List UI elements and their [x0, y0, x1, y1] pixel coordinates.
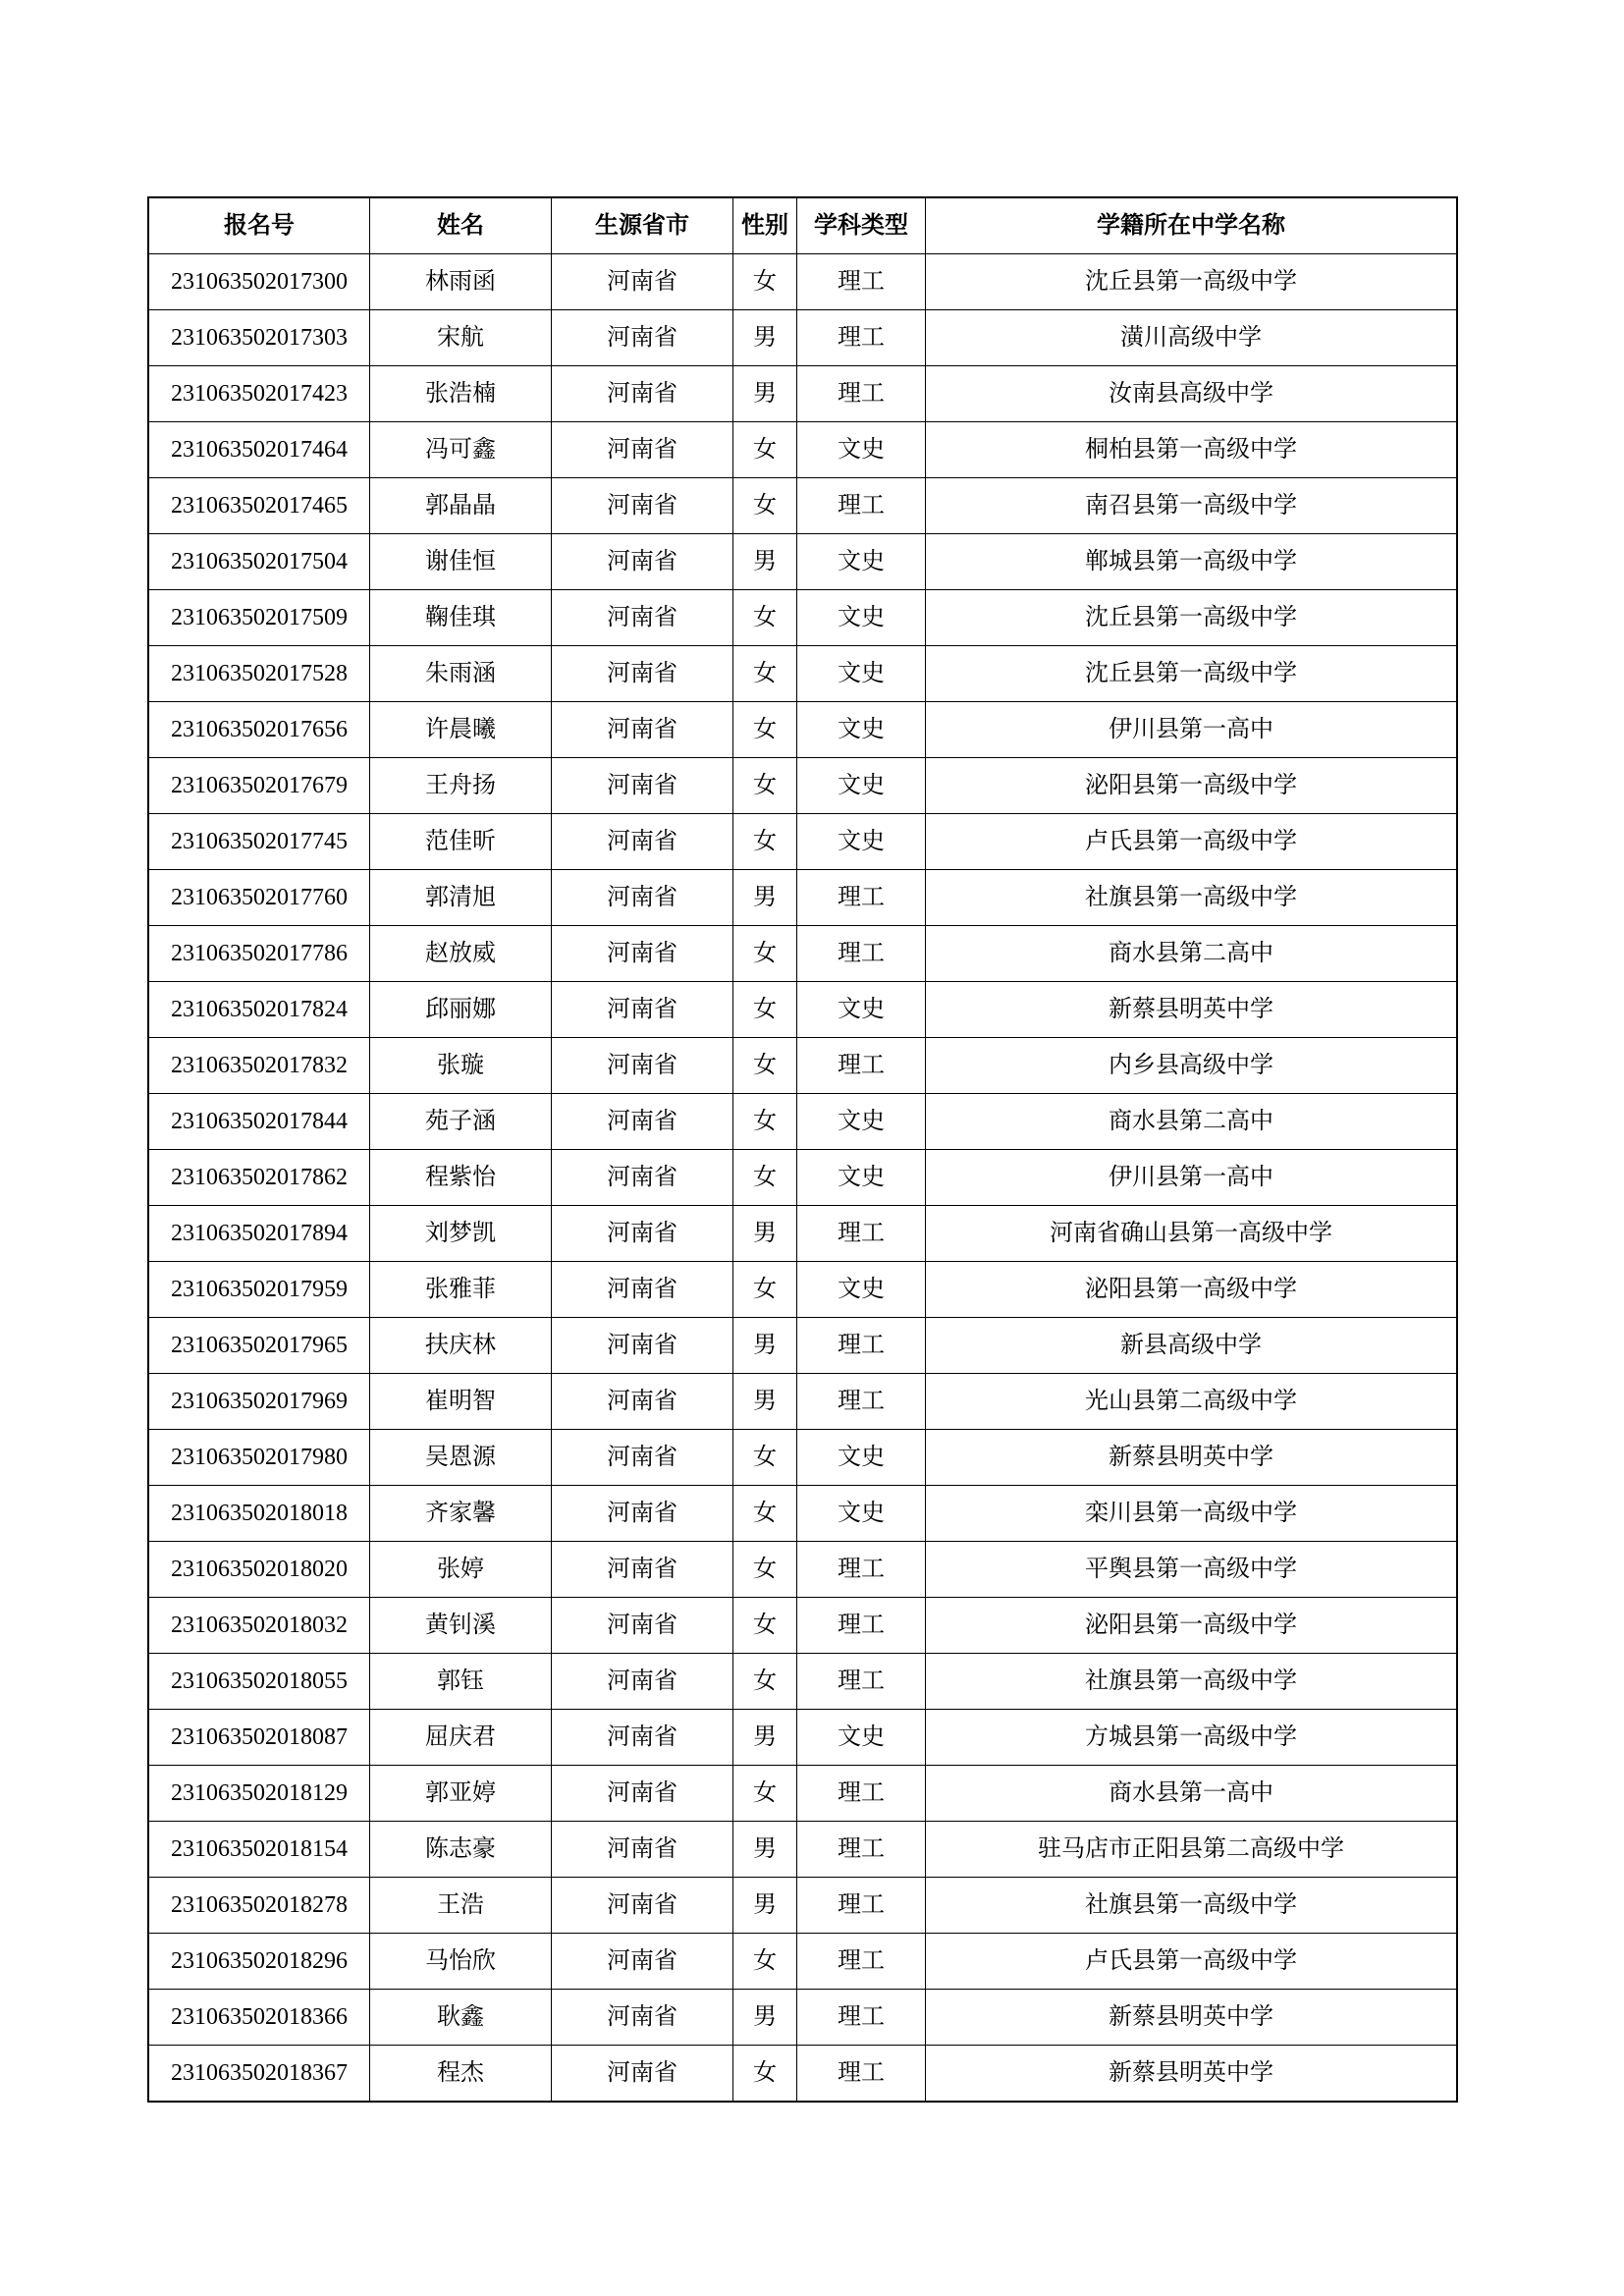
table-row — [148, 758, 1457, 814]
cell-registration-number: 231063502017303 — [148, 310, 370, 366]
cell-province: 河南省 — [552, 1654, 733, 1710]
cell-registration-number: 231063502018366 — [148, 1990, 370, 2046]
cell-province: 河南省 — [552, 534, 733, 590]
cell-school-name: 泌阳县第一高级中学 — [926, 1598, 1458, 1654]
cell-gender: 女 — [733, 1934, 797, 1990]
cell-gender: 男 — [733, 1374, 797, 1430]
cell-subject-type: 文史 — [797, 590, 926, 646]
cell-school-name: 伊川县第一高中 — [926, 702, 1458, 758]
cell-name: 王舟扬 — [370, 758, 552, 814]
cell-school-name: 社旗县第一高级中学 — [926, 1878, 1458, 1934]
cell-school-name: 新县高级中学 — [926, 1318, 1458, 1374]
col-header-name: 姓名 — [370, 197, 552, 254]
cell-school-name: 郸城县第一高级中学 — [926, 534, 1458, 590]
cell-gender: 女 — [733, 982, 797, 1038]
cell-registration-number: 231063502017969 — [148, 1374, 370, 1430]
cell-school-name: 卢氏县第一高级中学 — [926, 1934, 1458, 1990]
cell-gender: 女 — [733, 254, 797, 310]
cell-school-name: 社旗县第一高级中学 — [926, 1654, 1458, 1710]
cell-school-name: 沈丘县第一高级中学 — [926, 646, 1458, 702]
cell-subject-type: 理工 — [797, 870, 926, 926]
cell-province: 河南省 — [552, 758, 733, 814]
cell-name: 苑子涵 — [370, 1094, 552, 1150]
cell-province: 河南省 — [552, 478, 733, 534]
cell-province: 河南省 — [552, 702, 733, 758]
cell-subject-type: 理工 — [797, 1822, 926, 1878]
cell-province: 河南省 — [552, 1262, 733, 1318]
table-row — [148, 702, 1457, 758]
col-header-subject-type: 学科类型 — [797, 197, 926, 254]
cell-gender: 女 — [733, 646, 797, 702]
cell-subject-type: 文史 — [797, 1262, 926, 1318]
cell-school-name: 沈丘县第一高级中学 — [926, 590, 1458, 646]
cell-gender: 女 — [733, 1262, 797, 1318]
cell-name: 鞠佳琪 — [370, 590, 552, 646]
cell-province: 河南省 — [552, 1430, 733, 1486]
cell-gender: 男 — [733, 1710, 797, 1766]
table-row — [148, 366, 1457, 422]
cell-school-name: 商水县第二高中 — [926, 926, 1458, 982]
cell-subject-type: 理工 — [797, 1038, 926, 1094]
cell-subject-type: 文史 — [797, 1430, 926, 1486]
table-row — [148, 1822, 1457, 1878]
cell-province: 河南省 — [552, 254, 733, 310]
table-row — [148, 1542, 1457, 1598]
cell-registration-number: 231063502017786 — [148, 926, 370, 982]
cell-gender: 女 — [733, 1766, 797, 1822]
cell-name: 张浩楠 — [370, 366, 552, 422]
cell-subject-type: 理工 — [797, 1990, 926, 2046]
table-row — [148, 1430, 1457, 1486]
cell-name: 屈庆君 — [370, 1710, 552, 1766]
cell-gender: 女 — [733, 478, 797, 534]
cell-gender: 男 — [733, 870, 797, 926]
cell-province: 河南省 — [552, 1094, 733, 1150]
cell-province: 河南省 — [552, 1542, 733, 1598]
cell-registration-number: 231063502017832 — [148, 1038, 370, 1094]
cell-registration-number: 231063502018018 — [148, 1486, 370, 1542]
cell-school-name: 桐柏县第一高级中学 — [926, 422, 1458, 478]
cell-province: 河南省 — [552, 590, 733, 646]
cell-province: 河南省 — [552, 1486, 733, 1542]
cell-subject-type: 文史 — [797, 1486, 926, 1542]
cell-gender: 女 — [733, 758, 797, 814]
cell-registration-number: 231063502017862 — [148, 1150, 370, 1206]
cell-school-name: 栾川县第一高级中学 — [926, 1486, 1458, 1542]
cell-registration-number: 231063502017824 — [148, 982, 370, 1038]
table-row — [148, 310, 1457, 366]
cell-school-name: 商水县第二高中 — [926, 1094, 1458, 1150]
cell-province: 河南省 — [552, 310, 733, 366]
cell-name: 张雅菲 — [370, 1262, 552, 1318]
cell-subject-type: 文史 — [797, 758, 926, 814]
cell-name: 耿鑫 — [370, 1990, 552, 2046]
cell-school-name: 泌阳县第一高级中学 — [926, 1262, 1458, 1318]
cell-name: 郭清旭 — [370, 870, 552, 926]
table-row — [148, 982, 1457, 1038]
cell-school-name: 商水县第一高中 — [926, 1766, 1458, 1822]
cell-province: 河南省 — [552, 814, 733, 870]
table-row — [148, 422, 1457, 478]
cell-province: 河南省 — [552, 1374, 733, 1430]
cell-province: 河南省 — [552, 1878, 733, 1934]
cell-gender: 女 — [733, 1038, 797, 1094]
cell-registration-number: 231063502017423 — [148, 366, 370, 422]
cell-subject-type: 理工 — [797, 1934, 926, 1990]
cell-province: 河南省 — [552, 1318, 733, 1374]
cell-province: 河南省 — [552, 1822, 733, 1878]
cell-province: 河南省 — [552, 1934, 733, 1990]
cell-name: 郭晶晶 — [370, 478, 552, 534]
cell-registration-number: 231063502017959 — [148, 1262, 370, 1318]
cell-gender: 男 — [733, 366, 797, 422]
table-row — [148, 1374, 1457, 1430]
cell-registration-number: 231063502017504 — [148, 534, 370, 590]
cell-subject-type: 理工 — [797, 478, 926, 534]
cell-name: 冯可鑫 — [370, 422, 552, 478]
cell-subject-type: 理工 — [797, 1318, 926, 1374]
cell-gender: 女 — [733, 590, 797, 646]
table-row — [148, 814, 1457, 870]
cell-name: 程紫怡 — [370, 1150, 552, 1206]
header-row — [148, 197, 1457, 254]
table-row — [148, 1598, 1457, 1654]
cell-province: 河南省 — [552, 1206, 733, 1262]
cell-gender: 男 — [733, 1878, 797, 1934]
table-row — [148, 1486, 1457, 1542]
cell-school-name: 沈丘县第一高级中学 — [926, 254, 1458, 310]
cell-registration-number: 231063502018055 — [148, 1654, 370, 1710]
cell-school-name: 潢川高级中学 — [926, 310, 1458, 366]
cell-subject-type: 理工 — [797, 1654, 926, 1710]
cell-registration-number: 231063502018020 — [148, 1542, 370, 1598]
cell-school-name: 伊川县第一高中 — [926, 1150, 1458, 1206]
cell-name: 张璇 — [370, 1038, 552, 1094]
cell-school-name: 新蔡县明英中学 — [926, 1990, 1458, 2046]
table-row — [148, 1038, 1457, 1094]
cell-name: 张婷 — [370, 1542, 552, 1598]
cell-gender: 男 — [733, 1318, 797, 1374]
cell-registration-number: 231063502017980 — [148, 1430, 370, 1486]
cell-province: 河南省 — [552, 1150, 733, 1206]
table-row — [148, 926, 1457, 982]
cell-province: 河南省 — [552, 1766, 733, 1822]
cell-name: 赵放威 — [370, 926, 552, 982]
cell-gender: 男 — [733, 534, 797, 590]
cell-name: 黄钊溪 — [370, 1598, 552, 1654]
cell-name: 陈志豪 — [370, 1822, 552, 1878]
cell-name: 范佳昕 — [370, 814, 552, 870]
cell-gender: 女 — [733, 1598, 797, 1654]
cell-province: 河南省 — [552, 926, 733, 982]
cell-province: 河南省 — [552, 982, 733, 1038]
cell-subject-type: 理工 — [797, 254, 926, 310]
cell-school-name: 驻马店市正阳县第二高级中学 — [926, 1822, 1458, 1878]
student-roster-table — [147, 196, 1458, 2103]
cell-registration-number: 231063502017760 — [148, 870, 370, 926]
cell-subject-type: 理工 — [797, 1542, 926, 1598]
cell-gender: 女 — [733, 926, 797, 982]
cell-gender: 女 — [733, 814, 797, 870]
cell-school-name: 新蔡县明英中学 — [926, 982, 1458, 1038]
table-row — [148, 1262, 1457, 1318]
cell-name: 林雨函 — [370, 254, 552, 310]
cell-subject-type: 文史 — [797, 646, 926, 702]
cell-school-name: 光山县第二高级中学 — [926, 1374, 1458, 1430]
cell-registration-number: 231063502017528 — [148, 646, 370, 702]
cell-gender: 女 — [733, 1094, 797, 1150]
table-row — [148, 534, 1457, 590]
cell-school-name: 内乡县高级中学 — [926, 1038, 1458, 1094]
cell-registration-number: 231063502017894 — [148, 1206, 370, 1262]
cell-school-name: 社旗县第一高级中学 — [926, 870, 1458, 926]
cell-subject-type: 理工 — [797, 1766, 926, 1822]
cell-province: 河南省 — [552, 366, 733, 422]
cell-subject-type: 文史 — [797, 1094, 926, 1150]
col-header-gender: 性别 — [733, 197, 797, 254]
cell-school-name: 新蔡县明英中学 — [926, 1430, 1458, 1486]
cell-subject-type: 理工 — [797, 926, 926, 982]
cell-school-name: 卢氏县第一高级中学 — [926, 814, 1458, 870]
cell-registration-number: 231063502017679 — [148, 758, 370, 814]
table-row — [148, 870, 1457, 926]
table-row — [148, 1654, 1457, 1710]
cell-province: 河南省 — [552, 870, 733, 926]
cell-registration-number: 231063502018032 — [148, 1598, 370, 1654]
cell-name: 王浩 — [370, 1878, 552, 1934]
table-row — [148, 590, 1457, 646]
cell-name: 朱雨涵 — [370, 646, 552, 702]
cell-province: 河南省 — [552, 646, 733, 702]
cell-gender: 男 — [733, 1822, 797, 1878]
cell-registration-number: 231063502018129 — [148, 1766, 370, 1822]
cell-subject-type: 理工 — [797, 2046, 926, 2103]
cell-subject-type: 文史 — [797, 1710, 926, 1766]
table-row — [148, 1934, 1457, 1990]
cell-subject-type: 文史 — [797, 982, 926, 1038]
cell-name: 郭亚婷 — [370, 1766, 552, 1822]
cell-name: 吴恩源 — [370, 1430, 552, 1486]
table-row — [148, 1150, 1457, 1206]
table-row — [148, 1878, 1457, 1934]
cell-name: 邱丽娜 — [370, 982, 552, 1038]
cell-gender: 女 — [733, 1150, 797, 1206]
cell-name: 许晨曦 — [370, 702, 552, 758]
col-header-registration-number: 报名号 — [148, 197, 370, 254]
document-page — [147, 196, 1458, 2103]
cell-gender: 女 — [733, 1654, 797, 1710]
cell-gender: 女 — [733, 1542, 797, 1598]
table-row — [148, 1766, 1457, 1822]
table-row — [148, 1710, 1457, 1766]
cell-school-name: 河南省确山县第一高级中学 — [926, 1206, 1458, 1262]
cell-name: 扶庆林 — [370, 1318, 552, 1374]
table-row — [148, 254, 1457, 310]
cell-subject-type: 理工 — [797, 1374, 926, 1430]
cell-registration-number: 231063502017844 — [148, 1094, 370, 1150]
table-body — [148, 254, 1457, 2103]
cell-gender: 女 — [733, 702, 797, 758]
cell-subject-type: 理工 — [797, 310, 926, 366]
table-row — [148, 646, 1457, 702]
cell-subject-type: 理工 — [797, 1206, 926, 1262]
table-row — [148, 1094, 1457, 1150]
cell-gender: 男 — [733, 1206, 797, 1262]
cell-registration-number: 231063502017745 — [148, 814, 370, 870]
cell-school-name: 方城县第一高级中学 — [926, 1710, 1458, 1766]
cell-gender: 男 — [733, 1990, 797, 2046]
cell-subject-type: 文史 — [797, 422, 926, 478]
cell-subject-type: 理工 — [797, 1598, 926, 1654]
cell-province: 河南省 — [552, 1710, 733, 1766]
cell-name: 谢佳恒 — [370, 534, 552, 590]
cell-registration-number: 231063502017300 — [148, 254, 370, 310]
cell-gender: 女 — [733, 422, 797, 478]
cell-registration-number: 231063502017965 — [148, 1318, 370, 1374]
cell-name: 齐家馨 — [370, 1486, 552, 1542]
cell-name: 崔明智 — [370, 1374, 552, 1430]
col-header-school-name: 学籍所在中学名称 — [926, 197, 1458, 254]
cell-subject-type: 文史 — [797, 1150, 926, 1206]
table-row — [148, 1206, 1457, 1262]
cell-name: 宋航 — [370, 310, 552, 366]
cell-registration-number: 231063502017464 — [148, 422, 370, 478]
cell-gender: 女 — [733, 1486, 797, 1542]
cell-subject-type: 理工 — [797, 366, 926, 422]
cell-gender: 男 — [733, 310, 797, 366]
cell-province: 河南省 — [552, 1990, 733, 2046]
cell-registration-number: 231063502018087 — [148, 1710, 370, 1766]
table-row — [148, 478, 1457, 534]
cell-registration-number: 231063502018154 — [148, 1822, 370, 1878]
cell-province: 河南省 — [552, 1038, 733, 1094]
cell-subject-type: 文史 — [797, 702, 926, 758]
cell-school-name: 南召县第一高级中学 — [926, 478, 1458, 534]
cell-registration-number: 231063502018367 — [148, 2046, 370, 2103]
cell-name: 郭钰 — [370, 1654, 552, 1710]
cell-registration-number: 231063502018296 — [148, 1934, 370, 1990]
cell-name: 刘梦凯 — [370, 1206, 552, 1262]
cell-registration-number: 231063502018278 — [148, 1878, 370, 1934]
cell-province: 河南省 — [552, 2046, 733, 2103]
cell-school-name: 新蔡县明英中学 — [926, 2046, 1458, 2103]
cell-subject-type: 文史 — [797, 814, 926, 870]
cell-subject-type: 理工 — [797, 1878, 926, 1934]
cell-name: 程杰 — [370, 2046, 552, 2103]
cell-school-name: 汝南县高级中学 — [926, 366, 1458, 422]
cell-gender: 女 — [733, 1430, 797, 1486]
cell-registration-number: 231063502017509 — [148, 590, 370, 646]
cell-registration-number: 231063502017465 — [148, 478, 370, 534]
cell-school-name: 平舆县第一高级中学 — [926, 1542, 1458, 1598]
col-header-province: 生源省市 — [552, 197, 733, 254]
table-row — [148, 2046, 1457, 2103]
cell-name: 马怡欣 — [370, 1934, 552, 1990]
cell-subject-type: 文史 — [797, 534, 926, 590]
cell-province: 河南省 — [552, 1598, 733, 1654]
cell-school-name: 泌阳县第一高级中学 — [926, 758, 1458, 814]
table-row — [148, 1990, 1457, 2046]
table-row — [148, 1318, 1457, 1374]
cell-gender: 女 — [733, 2046, 797, 2103]
cell-province: 河南省 — [552, 422, 733, 478]
cell-registration-number: 231063502017656 — [148, 702, 370, 758]
